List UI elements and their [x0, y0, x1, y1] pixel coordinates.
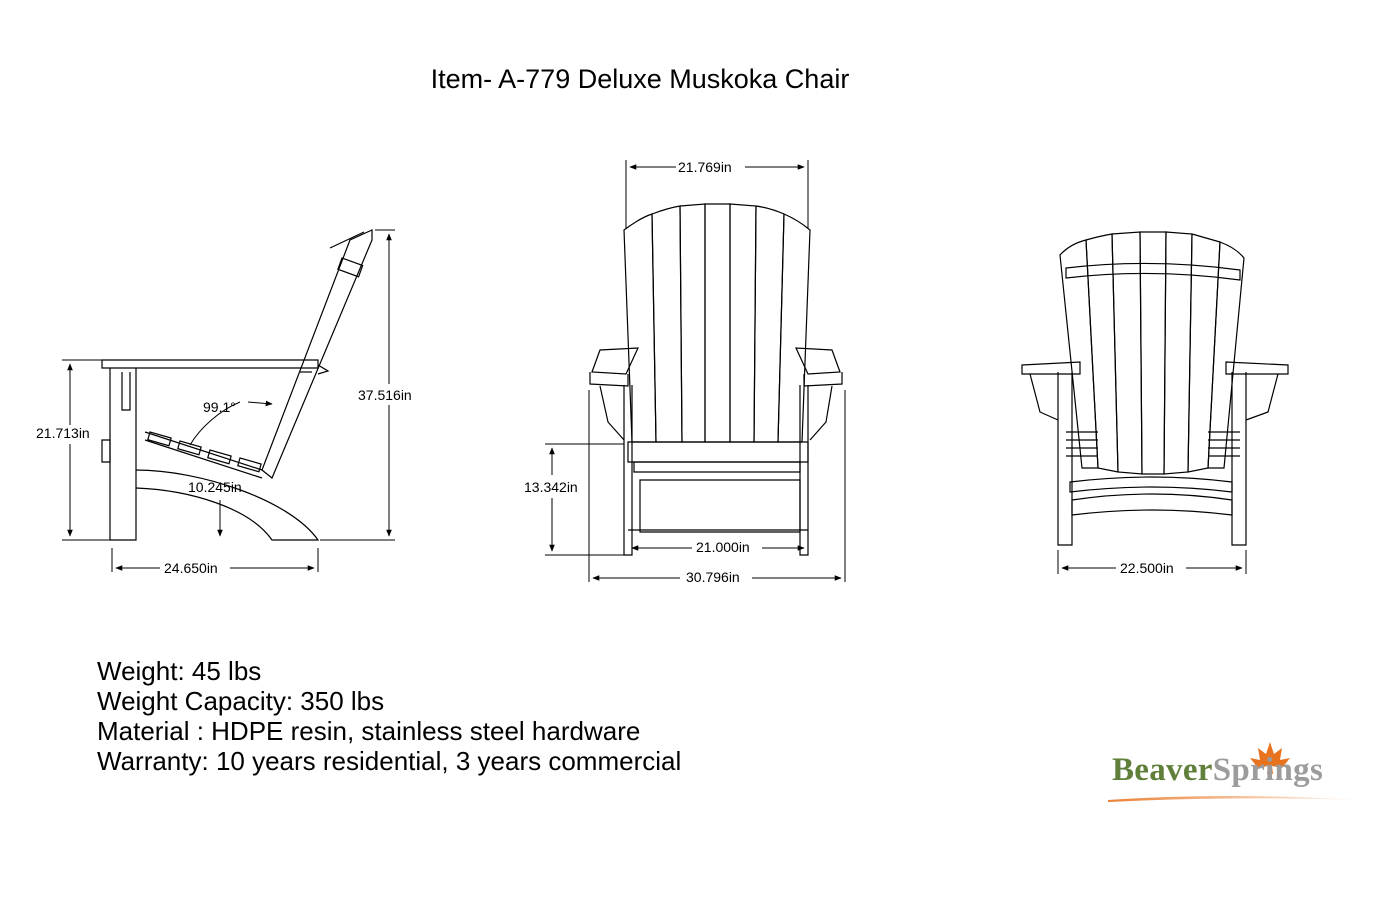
side-back-angle-label: 99.1° — [203, 399, 236, 415]
front-view — [590, 204, 842, 555]
spec-weight: Weight: 45 lbs — [97, 656, 262, 686]
front-inner-width-label: 21.000in — [696, 539, 750, 555]
spec-material: Material : HDPE resin, stainless steel hardware — [97, 716, 641, 746]
side-width-label: 24.650in — [164, 560, 218, 576]
front-seat-height-label: 13.342in — [524, 479, 578, 495]
back-width-label: 22.500in — [1120, 560, 1174, 576]
front-back-width-label: 21.769in — [678, 159, 732, 175]
logo-swoosh — [1108, 796, 1360, 802]
back-view — [1022, 232, 1288, 545]
spec-warranty: Warranty: 10 years residential, 3 years commercial — [97, 746, 682, 776]
side-seat-depth-label: 10.245in — [188, 479, 242, 495]
side-total-height-label: 37.516in — [358, 387, 412, 403]
logo-beaver-text: Beaver — [1112, 752, 1213, 788]
front-overall-width-label: 30.796in — [686, 569, 740, 585]
page-title: Item- A-779 Deluxe Muskoka Chair — [430, 64, 850, 94]
spec-capacity: Weight Capacity: 350 lbs — [97, 686, 385, 716]
spec-list — [97, 656, 681, 776]
brand-logo — [1112, 752, 1323, 789]
side-seat-height-label: 21.713in — [36, 425, 90, 441]
logo-springs-text: Springs — [1212, 752, 1324, 788]
